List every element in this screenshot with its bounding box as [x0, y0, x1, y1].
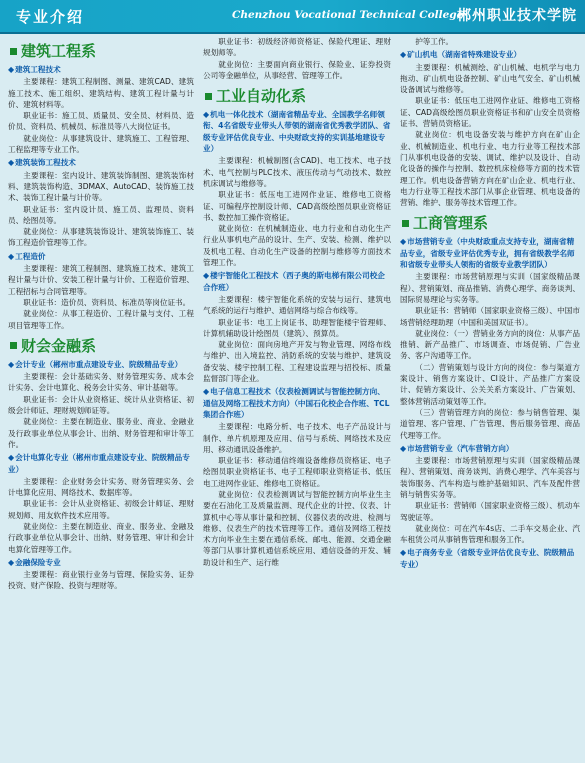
- body-paragraph: 主要课程：市场营销原理与实训（国家级精品课程）、营销策划、商务谈判、消费心理学、汽车美容与装饰服务、汽车构造与维护基础知识、汽车及配件营销与销售实务等。: [400, 456, 580, 499]
- major-heading: [8, 64, 194, 75]
- body-paragraph: 就业岗位：从事建筑设计、建筑施工、工程管理、工程监理等专业工作。: [8, 133, 194, 155]
- diamond-bullet-icon: ◆: [400, 548, 407, 558]
- major-heading: [8, 359, 194, 370]
- department-heading-text: 工业自动化系: [216, 87, 307, 106]
- body-paragraph: 职业证书：低压电工进网作业证、维修电工资格证、CAD高级绘图员职业资格证书和矿山安全员资格证书、营销员资格证。: [400, 96, 580, 129]
- diamond-bullet-icon: ◆: [8, 359, 15, 369]
- body-paragraph: 就业岗位：在机械制造业、电力行业和自动化生产行业从事机电产品的设计、生产、安装、检测、维护以及机电工程、自动化生产设备的控制与维修等方面技术管理工作。: [203, 224, 391, 268]
- body-paragraph: 主要课程：商业银行业务与管理、保险实务、证券投资、财产保险、投资与理财等。: [8, 570, 194, 591]
- body-paragraph: 就业岗位：机电设备安装与维护方向在矿山企业、机械制造业、机电行业、电力行业等工程技术部门从事机电设备的安装、调试、维护以及设计、自动化设备的操作与控制、数控机床检修等方面的技术管理工作。机电设备营销方向在矿山企业、机电行业、电力行业等工程技术部门从事企业管理、机电设备的营销、维护、服务等技术管理工作。: [400, 130, 580, 208]
- major-heading-text: 市场营销专业（汽车营销方向）: [407, 443, 514, 453]
- body-paragraph: 护等工作。: [415, 37, 454, 46]
- body-paragraph: 就业岗位：可在汽车4s店、二手车交易企业、汽车租赁公司从事销售管理和服务工作。: [400, 523, 580, 545]
- square-bullet-icon: [10, 342, 17, 349]
- major-heading: [8, 557, 194, 568]
- body-paragraph: 就业岗位：主要面向商业银行、保险业、证券投资公司等金融单位，从事经营、管理等工作。: [203, 59, 391, 80]
- major-heading-text: 矿山机电（湖南省特殊建设专业）: [407, 50, 522, 60]
- body-paragraph: （二）营销策划与设计方向的岗位：参与渠道方案设计、销售方案设计、CI设计、产品推广方案设计、促销方案设计、公关关系方案设计、广告策划、整体营销活动策划等工作。: [400, 362, 580, 406]
- college-name-cn: 郴州职业技术学院: [457, 8, 577, 24]
- body-paragraph: 就业岗位：（一）营销业务方向的岗位：从事产品推销、新产品推广、市场调查、市场促销、广告业务、客户沟通等工作。: [400, 328, 580, 361]
- body-paragraph: 职业证书：初级经济师资格证、保险代理证、理财规划师等。: [203, 37, 391, 58]
- major-heading-text: 金融保险专业: [15, 557, 61, 567]
- body-paragraph: 职业证书：电工上岗证书、助理智能楼宇管理师、计算机辅助设计绘图员（建筑）、预算员。: [203, 317, 391, 338]
- body-paragraph: 主要课程：电路分析、电子技术、电子产品设计与制作、单片机原理及应用、信号与系统、网络技术及应用、移动通讯设备维护。: [203, 422, 391, 454]
- major-heading-text: 工程造价: [15, 251, 46, 261]
- major-heading: [400, 547, 580, 570]
- diamond-bullet-icon: ◆: [8, 65, 15, 74]
- department-heading: [10, 42, 194, 60]
- major-heading: [8, 452, 194, 475]
- diamond-bullet-icon: ◆: [400, 50, 407, 60]
- body-paragraph: 主要课程：市场营销原理与实训（国家级精品课程）、营销策划、商品推销、消费心理学、商务谈判、国际贸易理论与实务等。: [400, 272, 580, 304]
- diamond-bullet-icon: ◆: [400, 237, 407, 247]
- body-paragraph: 主要课程：楼宇智能化系统的安装与运行、建筑电气系统的运行与维护、通信网络与综合布线等。: [203, 294, 391, 316]
- major-heading-text: 市场营销专业（中央财政重点支持专业，湖南省精品专业，省级专业评估优秀专业，拥有省级教学名师和省级专业带头人领衔的省级专业教学团队）: [400, 237, 575, 270]
- diamond-bullet-icon: ◆: [400, 443, 407, 453]
- major-heading: [8, 157, 194, 168]
- major-heading-text: 会计专业（郴州市重点建设专业、院级精品专业）: [15, 359, 183, 369]
- body-paragraph: 主要课程：室内设计、建筑装饰制图、建筑装饰材料、建筑装饰构造、3DMAX、AutoCAD、装饰施工技术、装饰工程计量与计价等。: [8, 170, 194, 203]
- department-heading-text: 建筑工程系: [21, 42, 97, 60]
- major-heading-text: 建筑装饰工程技术: [15, 158, 76, 168]
- major-heading: [203, 109, 391, 154]
- body-paragraph: 主要课程：建筑工程制图、建筑施工技术、建筑工程计量与计价、安装工程计量与计价、工程造价管理、工程招标与合同管理等。: [8, 264, 194, 296]
- body-paragraph: 主要课程：会计基础实务、财务管理实务、成本会计实务、会计电算化、税务会计实务、审计基础等。: [8, 372, 194, 393]
- body-paragraph: 主要课程：机械制图(含CAD)、电工技术、电子技术、电气控制与PLC技术、液压传动与气动技术、数控机床调试与维修等。: [203, 156, 391, 188]
- body-paragraph: 就业岗位：面向房地产开发与物业管理、网络布线与维护、出入境监控、消防系统的安装与维护、建筑设备安装、楼宇控制工程、工程建设监理与招投标、质量监督部门等企业。: [203, 340, 391, 384]
- body-paragraph: 主要课程：建筑工程制图、测量、建筑CAD、建筑施工技术、施工组织、建筑结构、建筑工程计量与计价、建筑材料等。: [8, 77, 194, 109]
- major-heading: [400, 236, 580, 270]
- major-heading: [400, 443, 580, 454]
- diamond-bullet-icon: ◆: [203, 271, 210, 281]
- column-right: [400, 36, 580, 571]
- body-paragraph: 主要课程：企业财务会计实务、财务管理实务、会计电算化应用、网络技术、数据库等。: [8, 476, 194, 498]
- major-heading: [400, 49, 580, 60]
- major-heading-text: 机电一体化技术（湖南省精品专业、全国教学名师领衔、4名省级专业带头人带领的湖南省优秀教学团队、省级专业评估优良专业、中央财政支持的实训基地建设专业）: [203, 110, 391, 154]
- department-heading: [402, 214, 580, 232]
- body-paragraph: 就业岗位：仪表检测调试与智能控制方向毕业生主要在石油化工及质量监测、现代企业的计控、仪表、计算机中心等从事计量和控制、仪器仪表的改进、检测与维修、仪表生产的技术管理等工作。通信及网络工程技术方向毕业生主要在通信系统、邮电、能源、交通金融等部门从事计算机通信系统应用、通信设备的开发、辅助设计和生产、运行维: [203, 489, 391, 567]
- diamond-bullet-icon: ◆: [203, 387, 210, 397]
- major-heading-text: 会计电算化专业（郴州市重点建设专业、院级精品专业）: [8, 453, 190, 474]
- body-paragraph: 职业证书：室内设计员、施工员、监理员、资料员、绘图员等。: [8, 204, 194, 225]
- square-bullet-icon: [205, 93, 212, 100]
- body-paragraph: 就业岗位：从事工程造价、工程计量与支付、工程项目管理等工作。: [8, 309, 194, 330]
- diamond-bullet-icon: ◆: [8, 453, 15, 463]
- section-title: 专业介绍: [16, 8, 85, 26]
- diamond-bullet-icon: ◆: [8, 158, 15, 168]
- department-heading-text: 财会金融系: [21, 336, 97, 355]
- department-heading: [10, 337, 194, 355]
- major-heading-text: 建筑工程技术: [15, 65, 61, 74]
- body-paragraph: 职业证书：移动通信终端设备维修员资格证、电子绘图员职业资格证书、电子工程师职业资格证书、低压电工进网作业证、维修电工资格证。: [203, 456, 391, 488]
- body-paragraph: 职业证书：低压电工进网作业证、维修电工资格证、可编程序控制设计师、CAD高级绘图员职业资格证书、数控加工操作资格证。: [203, 190, 391, 222]
- body-paragraph: 职业证书：会计从业资格证、初级会计师证、理财规划师、用友软件技术应用等。: [8, 499, 194, 520]
- body-paragraph: 就业岗位：从事建筑装饰设计、建筑装饰施工、装饰工程造价管理等工作。: [8, 227, 194, 248]
- college-name-en: Chenzhou Vocational Technical College: [232, 9, 464, 21]
- diamond-bullet-icon: ◆: [8, 557, 15, 567]
- department-heading-text: 工商管理系: [413, 214, 489, 233]
- body-paragraph: 职业证书：造价员、资料员、标准员等岗位证书。: [23, 297, 191, 307]
- major-heading-text: 电子信息工程技术（仪表检测调试与智能控制方向、通信及网络工程技术方向）（中国石化校企合作班、TCL集团合作班）: [203, 387, 390, 419]
- diamond-bullet-icon: ◆: [8, 251, 15, 261]
- major-heading: [8, 251, 194, 262]
- body-paragraph: 职业证书：施工员、质量员、安全员、材料员、造价员、资料员、机械员、标准员等八大岗位证书。: [8, 111, 194, 132]
- body-paragraph: 就业岗位：主要在制造业、服务业、商业、金融业及行政事业单位从事会计、出纳、财务管理和审计等工作。: [8, 417, 194, 449]
- major-heading-text: 楼宇智能化工程技术（西子奥的斯电梯有限公司校企合作班）: [203, 271, 385, 292]
- major-heading-text: 电子商务专业（省级专业评估优良专业、院级精品专业）: [400, 548, 575, 569]
- department-heading: [205, 87, 391, 105]
- major-heading: [203, 386, 391, 420]
- body-paragraph: 就业岗位：主要在制造业、商业、服务业、金融及行政事业单位从事会计、出纳、财务管理、审计和会计电算化管理等工作。: [8, 521, 194, 554]
- body-paragraph: （三）营销管理方向的岗位：参与销售管理、渠道管理、客户管理、广告管理、售后服务管理、商品代理等工作。: [400, 407, 580, 440]
- body-paragraph: 职业证书：营销师（国家职业资格三级）、机动车驾驶证等。: [400, 501, 580, 522]
- column-left: [8, 36, 194, 592]
- page-header: [0, 0, 585, 34]
- body-paragraph: 职业证书：会计从业资格证、统计从业资格证、初级会计师证、理财规划师证等。: [8, 394, 194, 416]
- square-bullet-icon: [10, 48, 17, 55]
- square-bullet-icon: [402, 220, 409, 227]
- major-heading: [203, 270, 391, 293]
- diamond-bullet-icon: ◆: [203, 110, 210, 120]
- body-paragraph: 职业证书：营销师（国家职业资格三级）、中国市场营销经理助理（中国和美国双证书）。: [400, 306, 580, 327]
- column-middle: [203, 36, 391, 568]
- body-paragraph: 主要课程：机械测绘、矿山机械、电机学与电力拖动、矿山机电设备控制、矿山电气安全、矿山机械设备调试与维修等。: [400, 62, 580, 95]
